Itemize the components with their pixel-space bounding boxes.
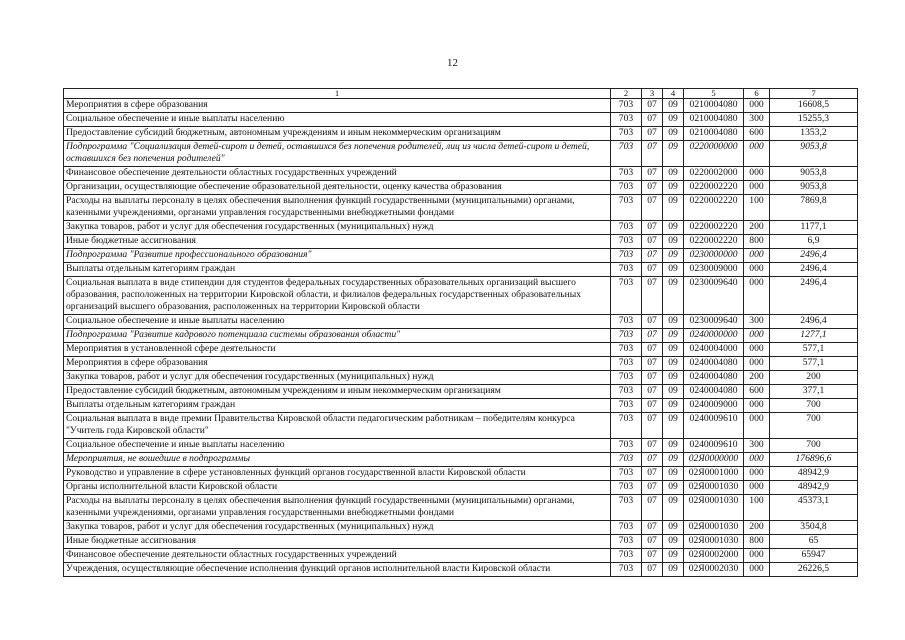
cell-subsection-code: 09 [663, 495, 684, 521]
cell-name: Выплаты отдельным категориям граждан [64, 399, 611, 413]
cell-section-code: 07 [642, 439, 663, 453]
budget-table [63, 88, 858, 577]
cell-amount: 16608,5 [770, 99, 858, 113]
cell-subsection-code: 09 [663, 329, 684, 343]
cell-agency-code: 703 [611, 329, 642, 343]
cell-name: Иные бюджетные ассигнования [64, 535, 611, 549]
cell-expense-type-code: 000 [744, 467, 770, 481]
cell-target-item-code: 0220002220 [684, 221, 744, 235]
cell-agency-code: 703 [611, 535, 642, 549]
cell-section-code: 07 [642, 413, 663, 439]
cell-section-code: 07 [642, 481, 663, 495]
cell-subsection-code: 09 [663, 113, 684, 127]
cell-subsection-code: 09 [663, 563, 684, 577]
cell-expense-type-code: 600 [744, 385, 770, 399]
cell-name: Мероприятия, не вошедшие в подпрограммы [64, 453, 611, 467]
table-row [64, 439, 858, 453]
cell-target-item-code: 0220002220 [684, 181, 744, 195]
cell-target-item-code: 02Я0002000 [684, 549, 744, 563]
cell-name: Подпрограмма "Социализация детей-сирот и детей, оставшихся без попечения родителей, лиц из числа детей-сирот и детей, оставшихся без попечения родителей" [64, 141, 611, 167]
cell-expense-type-code: 000 [744, 167, 770, 181]
cell-subsection-code: 09 [663, 371, 684, 385]
cell-section-code: 07 [642, 495, 663, 521]
table-row [64, 235, 858, 249]
table-row [64, 371, 858, 385]
cell-subsection-code: 09 [663, 277, 684, 315]
cell-subsection-code: 09 [663, 343, 684, 357]
cell-section-code: 07 [642, 249, 663, 263]
cell-name: Расходы на выплаты персоналу в целях обеспечения выполнения функций государственными (муниципальными) органами, казенными учреждениями, органами управления государственными внебюджетными фондами [64, 195, 611, 221]
cell-name: Закупка товаров, работ и услуг для обеспечения государственных (муниципальных) нужд [64, 371, 611, 385]
cell-section-code: 07 [642, 521, 663, 535]
cell-subsection-code: 09 [663, 167, 684, 181]
cell-subsection-code: 09 [663, 249, 684, 263]
header-cell-section: 3 [642, 89, 663, 99]
cell-amount: 45373,1 [770, 495, 858, 521]
header-cell-name: 1 [64, 89, 611, 99]
cell-amount: 577,1 [770, 343, 858, 357]
cell-subsection-code: 09 [663, 221, 684, 235]
cell-name: Социальное обеспечение и иные выплаты населению [64, 439, 611, 453]
cell-section-code: 07 [642, 357, 663, 371]
cell-agency-code: 703 [611, 343, 642, 357]
cell-amount: 700 [770, 413, 858, 439]
cell-amount: 65947 [770, 549, 858, 563]
cell-target-item-code: 0230009640 [684, 277, 744, 315]
cell-target-item-code: 0220002000 [684, 167, 744, 181]
cell-agency-code: 703 [611, 277, 642, 315]
cell-name: Подпрограмма "Развитие кадрового потенциала системы образования области" [64, 329, 611, 343]
cell-expense-type-code: 000 [744, 141, 770, 167]
header-row [64, 89, 858, 99]
cell-agency-code: 703 [611, 141, 642, 167]
cell-agency-code: 703 [611, 113, 642, 127]
cell-expense-type-code: 000 [744, 399, 770, 413]
table-row [64, 413, 858, 439]
cell-subsection-code: 09 [663, 195, 684, 221]
cell-name: Расходы на выплаты персоналу в целях обеспечения выполнения функций государственными (муниципальными) органами, казенными учреждениями, органами управления государственными внебюджетными фондами [64, 495, 611, 521]
cell-amount: 377,1 [770, 385, 858, 399]
cell-amount: 48942,9 [770, 481, 858, 495]
table-row [64, 399, 858, 413]
cell-section-code: 07 [642, 263, 663, 277]
page-number: 12 [447, 57, 458, 69]
cell-name: Организации, осуществляющие обеспечение образовательной деятельности, оценку качества образования [64, 181, 611, 195]
cell-agency-code: 703 [611, 221, 642, 235]
cell-expense-type-code: 100 [744, 495, 770, 521]
cell-section-code: 07 [642, 235, 663, 249]
cell-name: Социальная выплата в виде стипендии для студентов федеральных государственных образовательных организаций высшего образования, расположенных на территории Кировской области, и филиалов федеральных государственных образовательных организаций высшего образования, расположенных на территории Кировской области [64, 277, 611, 315]
cell-subsection-code: 09 [663, 399, 684, 413]
table-row [64, 315, 858, 329]
cell-section-code: 07 [642, 141, 663, 167]
table-row [64, 181, 858, 195]
cell-amount: 7869,8 [770, 195, 858, 221]
cell-subsection-code: 09 [663, 467, 684, 481]
cell-section-code: 07 [642, 329, 663, 343]
cell-amount: 2496,4 [770, 315, 858, 329]
table-row [64, 535, 858, 549]
cell-name: Финансовое обеспечение деятельности областных государственных учреждений [64, 549, 611, 563]
cell-expense-type-code: 000 [744, 357, 770, 371]
table-row [64, 467, 858, 481]
cell-agency-code: 703 [611, 399, 642, 413]
cell-section-code: 07 [642, 535, 663, 549]
cell-target-item-code: 0240000000 [684, 329, 744, 343]
cell-agency-code: 703 [611, 99, 642, 113]
cell-agency-code: 703 [611, 181, 642, 195]
table-row [64, 563, 858, 577]
cell-subsection-code: 09 [663, 263, 684, 277]
table-row [64, 127, 858, 141]
cell-expense-type-code: 600 [744, 127, 770, 141]
cell-agency-code: 703 [611, 563, 642, 577]
cell-amount: 3504,8 [770, 521, 858, 535]
cell-subsection-code: 09 [663, 357, 684, 371]
header-cell-agency: 2 [611, 89, 642, 99]
cell-agency-code: 703 [611, 439, 642, 453]
cell-section-code: 07 [642, 453, 663, 467]
cell-subsection-code: 09 [663, 521, 684, 535]
table-row [64, 329, 858, 343]
cell-agency-code: 703 [611, 521, 642, 535]
cell-section-code: 07 [642, 181, 663, 195]
table-row [64, 249, 858, 263]
cell-section-code: 07 [642, 221, 663, 235]
cell-expense-type-code: 000 [744, 249, 770, 263]
cell-amount: 2496,4 [770, 277, 858, 315]
cell-target-item-code: 0220002220 [684, 195, 744, 221]
table-row [64, 385, 858, 399]
cell-amount: 1177,1 [770, 221, 858, 235]
cell-expense-type-code: 000 [744, 343, 770, 357]
cell-agency-code: 703 [611, 195, 642, 221]
cell-section-code: 07 [642, 343, 663, 357]
cell-target-item-code: 0230000000 [684, 249, 744, 263]
cell-name: Подпрограмма "Развитие профессионального образования" [64, 249, 611, 263]
cell-agency-code: 703 [611, 495, 642, 521]
cell-section-code: 07 [642, 467, 663, 481]
cell-amount: 700 [770, 399, 858, 413]
cell-target-item-code: 02Я0001000 [684, 467, 744, 481]
cell-subsection-code: 09 [663, 99, 684, 113]
cell-subsection-code: 09 [663, 127, 684, 141]
cell-section-code: 07 [642, 385, 663, 399]
table-row [64, 495, 858, 521]
cell-subsection-code: 09 [663, 535, 684, 549]
cell-name: Предоставление субсидий бюджетным, автономным учреждениям и иным некоммерческим организациям [64, 127, 611, 141]
cell-agency-code: 703 [611, 235, 642, 249]
table-row [64, 113, 858, 127]
cell-amount: 176896,6 [770, 453, 858, 467]
cell-expense-type-code: 000 [744, 563, 770, 577]
cell-target-item-code: 02Я0002030 [684, 563, 744, 577]
cell-amount: 9053,8 [770, 181, 858, 195]
cell-target-item-code: 02Я0001030 [684, 481, 744, 495]
cell-target-item-code: 02Я0001030 [684, 535, 744, 549]
cell-agency-code: 703 [611, 453, 642, 467]
cell-target-item-code: 0240004080 [684, 371, 744, 385]
cell-subsection-code: 09 [663, 453, 684, 467]
cell-section-code: 07 [642, 549, 663, 563]
cell-agency-code: 703 [611, 467, 642, 481]
cell-expense-type-code: 100 [744, 195, 770, 221]
cell-section-code: 07 [642, 167, 663, 181]
cell-agency-code: 703 [611, 413, 642, 439]
cell-expense-type-code: 000 [744, 263, 770, 277]
cell-subsection-code: 09 [663, 481, 684, 495]
cell-section-code: 07 [642, 195, 663, 221]
cell-name: Социальное обеспечение и иные выплаты населению [64, 113, 611, 127]
cell-target-item-code: 02Я0001030 [684, 521, 744, 535]
cell-section-code: 07 [642, 563, 663, 577]
cell-name: Финансовое обеспечение деятельности областных государственных учреждений [64, 167, 611, 181]
cell-expense-type-code: 200 [744, 371, 770, 385]
cell-expense-type-code: 300 [744, 315, 770, 329]
table-row [64, 521, 858, 535]
cell-name: Учреждения, осуществляющие обеспечение исполнения функций органов исполнительной власти Кировской области [64, 563, 611, 577]
cell-target-item-code: 0210004080 [684, 99, 744, 113]
cell-amount: 1277,1 [770, 329, 858, 343]
cell-name: Закупка товаров, работ и услуг для обеспечения государственных (муниципальных) нужд [64, 221, 611, 235]
table-row [64, 277, 858, 315]
cell-agency-code: 703 [611, 263, 642, 277]
cell-expense-type-code: 000 [744, 481, 770, 495]
table-row [64, 167, 858, 181]
cell-name: Мероприятия в установленной сфере деятельности [64, 343, 611, 357]
cell-expense-type-code: 300 [744, 439, 770, 453]
cell-section-code: 07 [642, 99, 663, 113]
cell-name: Социальное обеспечение и иные выплаты населению [64, 315, 611, 329]
cell-section-code: 07 [642, 127, 663, 141]
cell-agency-code: 703 [611, 371, 642, 385]
cell-name: Иные бюджетные ассигнования [64, 235, 611, 249]
cell-target-item-code: 0230009640 [684, 315, 744, 329]
cell-subsection-code: 09 [663, 235, 684, 249]
cell-subsection-code: 09 [663, 385, 684, 399]
cell-expense-type-code: 200 [744, 221, 770, 235]
cell-subsection-code: 09 [663, 181, 684, 195]
table-body [64, 99, 858, 577]
cell-section-code: 07 [642, 399, 663, 413]
cell-target-item-code: 02Я0000000 [684, 453, 744, 467]
cell-expense-type-code: 000 [744, 181, 770, 195]
cell-target-item-code: 0220000000 [684, 141, 744, 167]
cell-amount: 65 [770, 535, 858, 549]
table-row [64, 481, 858, 495]
table-row [64, 141, 858, 167]
cell-amount: 48942,9 [770, 467, 858, 481]
cell-name: Предоставление субсидий бюджетным, автономным учреждениям и иным некоммерческим организациям [64, 385, 611, 399]
cell-agency-code: 703 [611, 127, 642, 141]
cell-target-item-code: 0240009000 [684, 399, 744, 413]
cell-agency-code: 703 [611, 315, 642, 329]
cell-amount: 700 [770, 439, 858, 453]
cell-agency-code: 703 [611, 167, 642, 181]
cell-name: Мероприятия в сфере образования [64, 357, 611, 371]
table-row [64, 453, 858, 467]
cell-expense-type-code: 000 [744, 99, 770, 113]
cell-name: Руководство и управление в сфере установленных функций органов государственной власти Кировской области [64, 467, 611, 481]
cell-target-item-code: 0240004080 [684, 357, 744, 371]
cell-amount: 2496,4 [770, 249, 858, 263]
cell-expense-type-code: 800 [744, 535, 770, 549]
cell-target-item-code: 0240009610 [684, 413, 744, 439]
table-row [64, 549, 858, 563]
cell-agency-code: 703 [611, 249, 642, 263]
cell-target-item-code: 0230009000 [684, 263, 744, 277]
cell-target-item-code: 0240004080 [684, 385, 744, 399]
cell-amount: 200 [770, 371, 858, 385]
cell-agency-code: 703 [611, 549, 642, 563]
cell-target-item-code: 0220002220 [684, 235, 744, 249]
cell-agency-code: 703 [611, 357, 642, 371]
cell-target-item-code: 0210004080 [684, 113, 744, 127]
cell-amount: 9053,8 [770, 141, 858, 167]
cell-name: Закупка товаров, работ и услуг для обеспечения государственных (муниципальных) нужд [64, 521, 611, 535]
cell-subsection-code: 09 [663, 315, 684, 329]
cell-expense-type-code: 200 [744, 521, 770, 535]
cell-section-code: 07 [642, 277, 663, 315]
cell-expense-type-code: 000 [744, 277, 770, 315]
header-cell-target-item: 5 [684, 89, 744, 99]
cell-expense-type-code: 000 [744, 413, 770, 439]
cell-expense-type-code: 300 [744, 113, 770, 127]
cell-section-code: 07 [642, 113, 663, 127]
cell-target-item-code: 0240004000 [684, 343, 744, 357]
cell-amount: 577,1 [770, 357, 858, 371]
cell-amount: 26226,5 [770, 563, 858, 577]
cell-subsection-code: 09 [663, 439, 684, 453]
cell-amount: 6,9 [770, 235, 858, 249]
table-row [64, 263, 858, 277]
cell-name: Мероприятия в сфере образования [64, 99, 611, 113]
cell-expense-type-code: 000 [744, 549, 770, 563]
cell-target-item-code: 02Я0001030 [684, 495, 744, 521]
cell-expense-type-code: 800 [744, 235, 770, 249]
cell-subsection-code: 09 [663, 413, 684, 439]
header-cell-subsection: 4 [663, 89, 684, 99]
cell-name: Выплаты отдельным категориям граждан [64, 263, 611, 277]
table-row [64, 343, 858, 357]
cell-section-code: 07 [642, 315, 663, 329]
table-row [64, 357, 858, 371]
cell-target-item-code: 0240009610 [684, 439, 744, 453]
cell-name: Органы исполнительной власти Кировской области [64, 481, 611, 495]
cell-amount: 1353,2 [770, 127, 858, 141]
cell-agency-code: 703 [611, 481, 642, 495]
header-cell-amount: 7 [770, 89, 858, 99]
cell-expense-type-code: 000 [744, 329, 770, 343]
cell-amount: 2496,4 [770, 263, 858, 277]
cell-amount: 15255,3 [770, 113, 858, 127]
cell-amount: 9053,8 [770, 167, 858, 181]
cell-expense-type-code: 000 [744, 453, 770, 467]
cell-target-item-code: 0210004080 [684, 127, 744, 141]
cell-section-code: 07 [642, 371, 663, 385]
cell-name: Социальная выплата в виде премии Правительства Кировской области педагогическим работникам – победителям конкурса "Учитель года Кировской области" [64, 413, 611, 439]
cell-subsection-code: 09 [663, 141, 684, 167]
header-cell-expense-type: 6 [744, 89, 770, 99]
cell-agency-code: 703 [611, 385, 642, 399]
table-row [64, 195, 858, 221]
table-row [64, 221, 858, 235]
cell-subsection-code: 09 [663, 549, 684, 563]
table-row [64, 99, 858, 113]
